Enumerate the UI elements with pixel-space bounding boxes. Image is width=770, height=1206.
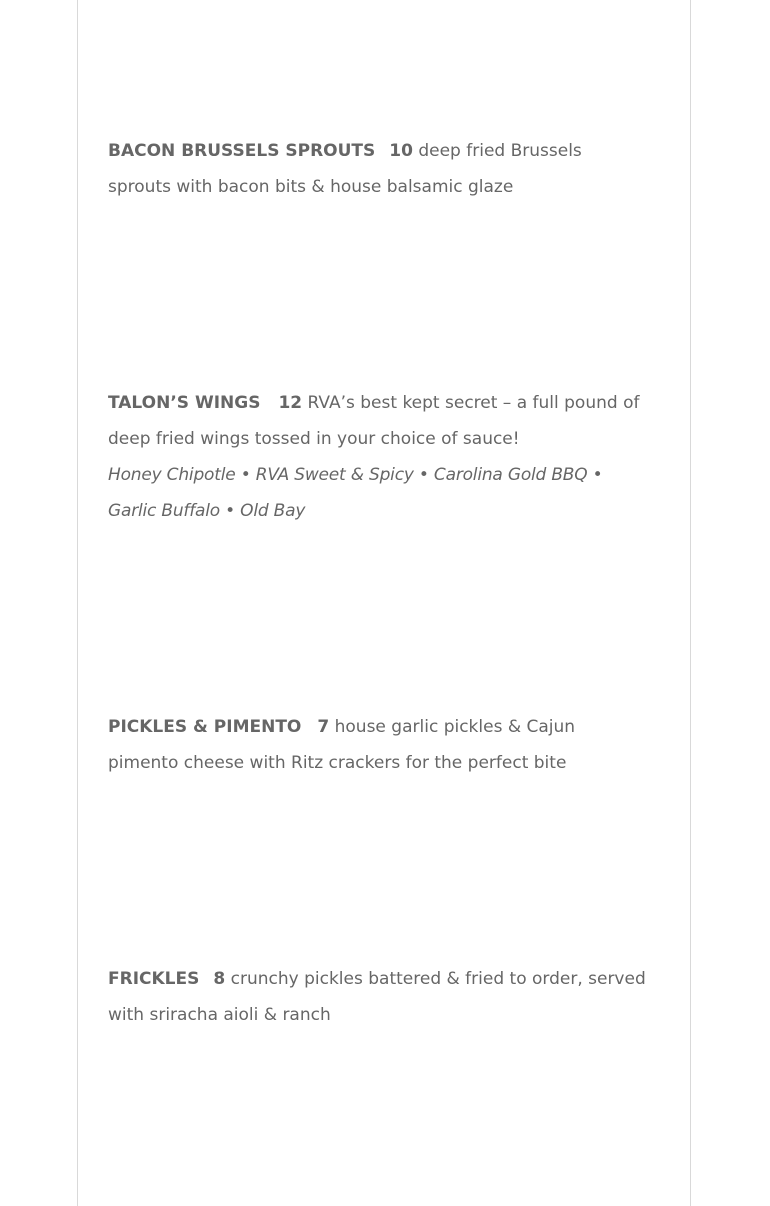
item-price: 8 [213,969,226,989]
sauce-options: Honey Chipotle • RVA Sweet & Spicy • Carolina Gold BBQ • Garlic Buffalo • Old Bay [108,465,603,521]
item-description: crunchy pickles battered & fried to order, served with sriracha aioli & ranch [108,969,646,1025]
item-description: house garlic pickles & Cajun pimento cheese with Ritz crackers for the perfect bite [108,717,576,773]
item-description: deep fried Brussels sprouts with bacon bits & house balsamic glaze [108,141,582,197]
item-name: TALON’S WINGS [108,393,261,413]
item-name: FRICKLES [108,969,200,989]
menu-item-frickles [108,961,648,1033]
item-price: 7 [317,717,330,737]
item-name: PICKLES & PIMENTO [108,717,302,737]
item-price: 12 [278,393,303,413]
menu-item-pickles-pimento [108,709,648,781]
item-description: RVA’s best kept secret – a full pound of deep fried wings tossed in your choice of sauce! [108,393,640,449]
menu-item-bacon-brussels-sprouts [108,133,648,205]
item-name: BACON BRUSSELS SPROUTS [108,141,376,161]
menu-item-talons-wings [108,385,648,529]
item-price: 10 [389,141,413,161]
